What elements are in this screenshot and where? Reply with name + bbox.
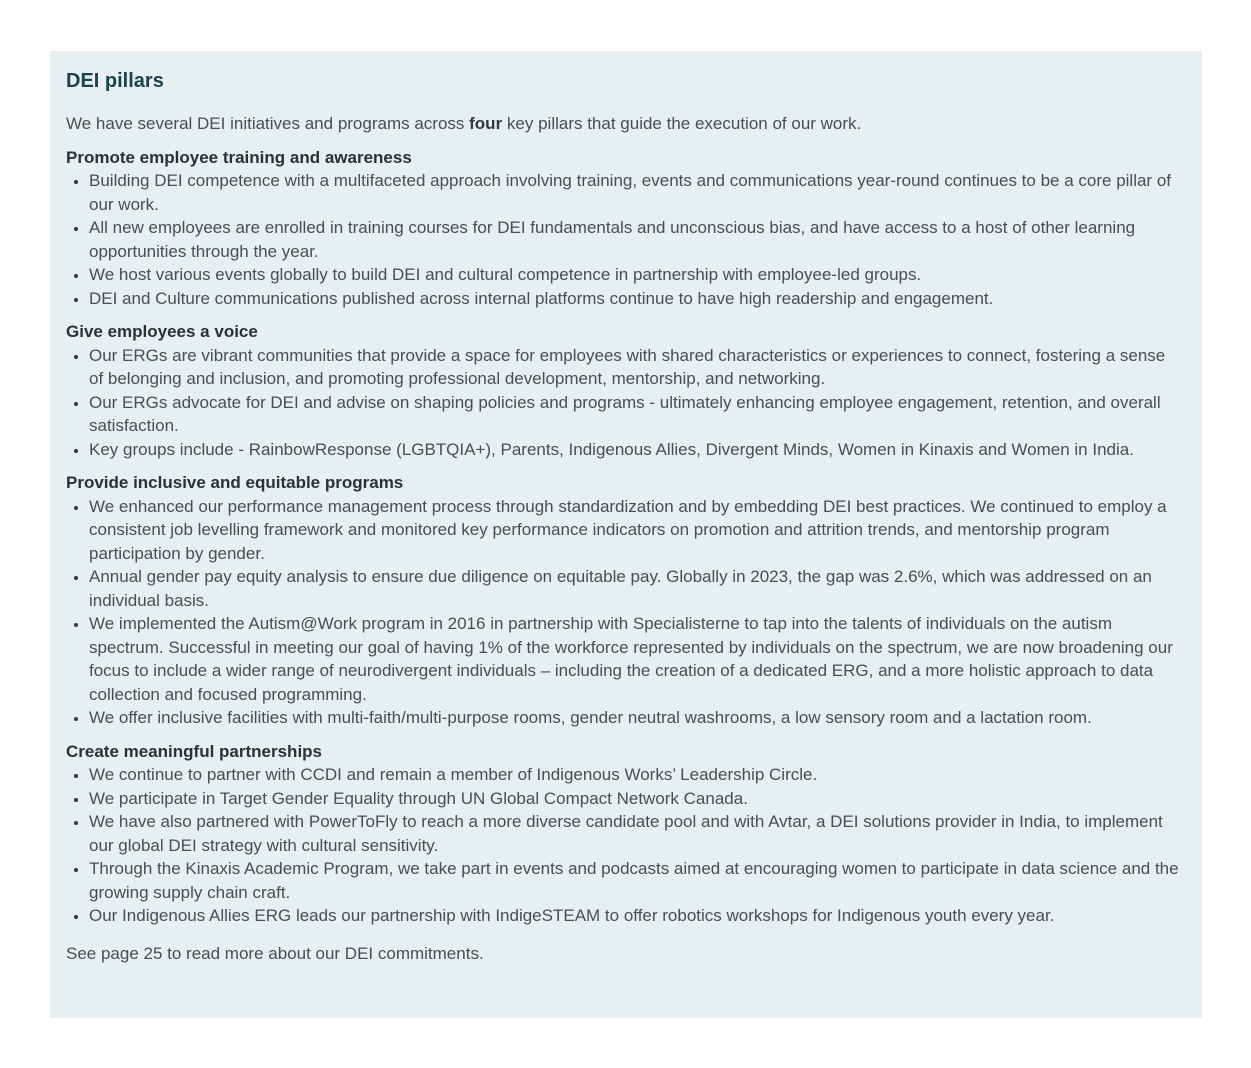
bullet-list	[66, 763, 1180, 928]
intro-paragraph	[66, 112, 1180, 136]
bullet-list	[66, 169, 1180, 310]
page-title: DEI pillars	[66, 70, 164, 92]
bullet-item: • All new employees are enrolled in training courses for DEI fundamentals and unconscious bias, and have access to a host of other learning opportunities through the year.	[89, 216, 1180, 263]
dei-pillars-card	[50, 51, 1202, 1018]
bullet-list	[66, 344, 1180, 462]
bullet-item: • Our ERGs are vibrant communities that provide a space for employees with shared characteristics or experiences to connect, fostering a sense of belonging and inclusion, and promoting professional development, mentorship, and networking.	[89, 344, 1180, 391]
intro-text-after: key pillars that guide the execution of our work.	[502, 114, 862, 133]
bullet-item: • Building DEI competence with a multifaceted approach involving training, events and communications year-round continues to be a core pillar of our work.	[89, 169, 1180, 216]
bullet-item: • We implemented the Autism@Work program in 2016 in partnership with Specialisterne to tap into the talents of individuals on the autism spectrum. Successful in meeting our goal of having 1% of the workforce represented by individuals on the spectrum, we are now broadening our focus to include a wider range of neurodivergent individuals – including the creation of a dedicated ERG, and a more holistic approach to data collection and focused programming.	[89, 612, 1180, 706]
bullet-item: • We participate in Target Gender Equality through UN Global Compact Network Canada.	[89, 787, 1180, 811]
section-heading: Create meaningful partnerships	[66, 741, 323, 761]
sections-container	[66, 146, 1180, 928]
bullet-item: • Our ERGs advocate for DEI and advise on shaping policies and programs - ultimately enhancing employee engagement, retention, and overall satisfaction.	[89, 391, 1180, 438]
footer-note: See page 25 to read more about our DEI commitments.	[66, 943, 484, 963]
intro-bold-word: four	[469, 114, 503, 133]
pillar-section	[66, 740, 1180, 928]
bullet-item: • We host various events globally to build DEI and cultural competence in partnership with employee-led groups.	[89, 263, 1180, 287]
bullet-item: • We enhanced our performance management process through standardization and by embedding DEI best practices. We continued to employ a consistent job levelling framework and monitored key performance indicators on promotion and attrition trends, and mentorship program participation by gender.	[89, 495, 1180, 566]
intro-text-before: We have several DEI initiatives and programs across	[66, 114, 470, 133]
bullet-item: • We have also partnered with PowerToFly to reach a more diverse candidate pool and with Avtar, a DEI solutions provider in India, to implement our global DEI strategy with cultural sensitivity.	[89, 810, 1180, 857]
pillar-section	[66, 320, 1180, 461]
pillar-section	[66, 471, 1180, 730]
bullet-item: • Key groups include - RainbowResponse (LGBTQIA+), Parents, Indigenous Allies, Divergent Minds, Women in Kinaxis and Women in India.	[89, 438, 1180, 462]
bullet-item: • We continue to partner with CCDI and remain a member of Indigenous Works’ Leadership Circle.	[89, 763, 1180, 787]
bullet-list	[66, 495, 1180, 730]
section-heading: Promote employee training and awareness	[66, 147, 412, 167]
pillar-section	[66, 146, 1180, 311]
bullet-item: • Through the Kinaxis Academic Program, we take part in events and podcasts aimed at encouraging women to participate in data science and the growing supply chain craft.	[89, 857, 1180, 904]
bullet-item: • We offer inclusive facilities with multi-faith/multi-purpose rooms, gender neutral washrooms, a low sensory room and a lactation room.	[89, 706, 1180, 730]
bullet-item: • Annual gender pay equity analysis to ensure due diligence on equitable pay. Globally in 2023, the gap was 2.6%, which was addressed on an individual basis.	[89, 565, 1180, 612]
section-heading: Provide inclusive and equitable programs	[66, 473, 404, 492]
section-heading: Give employees a voice	[66, 322, 258, 341]
bullet-item: • DEI and Culture communications published across internal platforms continue to have high readership and engagement.	[89, 287, 1180, 311]
bullet-item: • Our Indigenous Allies ERG leads our partnership with IndigeSTEAM to offer robotics workshops for Indigenous youth every year.	[89, 904, 1180, 928]
